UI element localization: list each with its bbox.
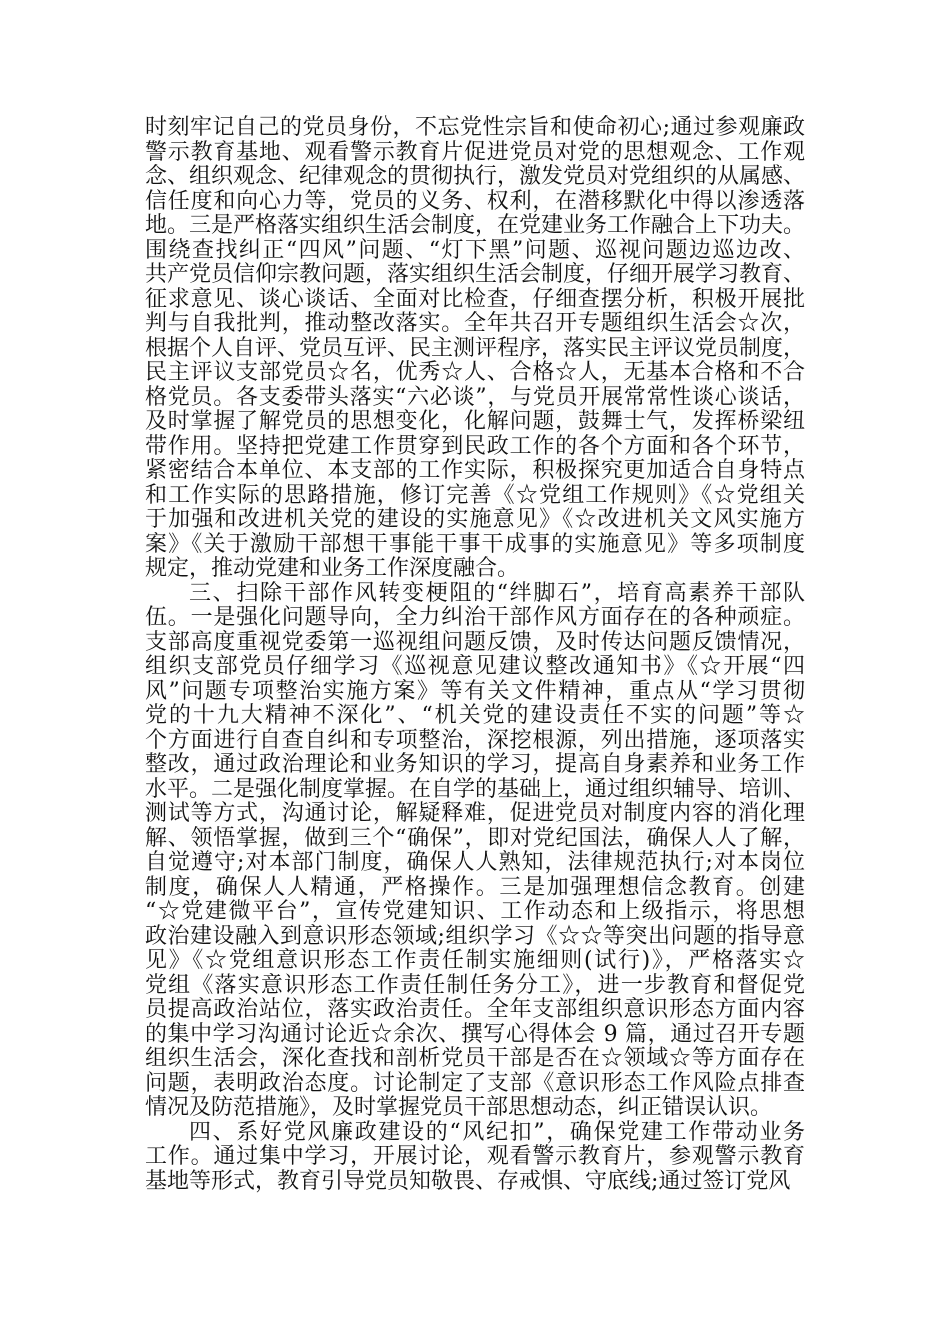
text-line: 于加强和改进机关党的建设的实施意见》《☆改进机关文风实施方 (145, 507, 805, 532)
text-line: 根据个人自评、党员互评、民主测评程序，落实民主评议党员制度， (145, 335, 806, 361)
text-line: 四、系好党风廉政建设的“风纪扣”，确保党建工作带动业务 (189, 1119, 805, 1145)
text-line: 格党员。各支委带头落实“六必谈”，与党员开展常常性谈心谈话， (145, 384, 805, 410)
text-line: 水平。二是强化制度掌握。在自学的基础上，通过组织辅导、培训、 (145, 776, 806, 802)
text-line: 员提高政治站位，落实政治责任。全年支部组织意识形态方面内容 (145, 997, 805, 1022)
text-line: 带作用。坚持把党建工作贯穿到民政工作的各个方面和各个环节， (145, 433, 805, 459)
text-line: 案》《关于激励干部想干事能干事干成事的实施意见》等多项制度 (145, 531, 805, 557)
text-line: 规定，推动党建和业务工作深度融合。 (145, 556, 520, 581)
text-line: 见》《☆党组意识形态工作责任制实施细则(试行)》，严格落实☆ (145, 948, 805, 973)
text-line: 时刻牢记自己的党员身份，不忘党性宗旨和使命初心;通过参观廉政 (145, 115, 805, 140)
text-line: 伍。一是强化问题导向，全力纠治干部作风方面存在的各种顽症。 (145, 605, 805, 630)
text-line: 问题，表明政治态度。讨论制定了支部《意识形态工作风险点排查 (145, 1070, 805, 1096)
document-body (145, 116, 805, 1194)
text-line: 政治建设融入到意识形态领域;组织学习《☆☆等突出问题的指导意 (145, 923, 805, 949)
text-line: 共产党员信仰宗教问题，落实组织生活会制度，仔细开展学习教育、 (145, 262, 806, 287)
text-line: 信任度和向心力等，党员的义务、权利，在潜移默化中得以渗透落 (145, 188, 805, 214)
text-line: 组织生活会，深化查找和剖析党员干部是否在☆领域☆等方面存在 (145, 1046, 805, 1071)
text-line: 围绕查找纠正“四风”问题、“灯下黑”问题、巡视问题边巡边改、 (145, 237, 805, 263)
text-line: 民主评议支部党员☆名，优秀☆人、合格☆人，无基本合格和不合 (145, 360, 805, 385)
text-line: 判与自我批判，推动整改落实。全年共召开专题组织生活会☆次， (145, 311, 805, 336)
text-line: 个方面进行自查自纠和专项整治，深挖根源，列出措施，逐项落实 (145, 727, 805, 753)
text-line: 三、扫除干部作风转变梗阻的“绊脚石”，培育高素养干部队 (189, 580, 805, 606)
text-line: 和工作实际的思路措施，修订完善《☆党组工作规则》《☆党组关 (145, 482, 805, 508)
text-line: 警示教育基地、观看警示教育片促进党员对党的思想观念、工作观 (145, 139, 805, 165)
text-line: 念、组织观念、纪律观念的贯彻执行，激发党员对党组织的从属感、 (145, 164, 806, 189)
text-line: 组织支部党员仔细学习《巡视意见建议整改通知书》《☆开展“四 (145, 654, 805, 679)
text-line: 党的十九大精神不深化”、“机关党的建设责任不实的问题”等☆ (145, 703, 805, 728)
text-line: “☆党建微平台”，宣传党建知识、工作动态和上级指示，将思想 (145, 899, 805, 924)
text-line: 及时掌握了解党员的思想变化，化解问题，鼓舞士气，发挥桥梁纽 (145, 409, 805, 434)
text-line: 紧密结合本单位、本支部的工作实际，积极探究更加适合自身特点 (145, 458, 805, 483)
text-line: 自觉遵守;对本部门制度，确保人人熟知，法律规范执行;对本岗位 (145, 850, 805, 875)
text-line: 解、领悟掌握，做到三个“确保”，即对党纪国法，确保人人了解， (145, 825, 805, 851)
text-line: 支部高度重视党委第一巡视组问题反馈，及时传达问题反馈情况， (145, 629, 805, 655)
text-line: 地。三是严格落实组织生活会制度，在党建业务工作融合上下功夫。 (145, 213, 806, 238)
text-line: 测试等方式，沟通讨论，解疑释难，促进党员对制度内容的消化理 (145, 801, 805, 826)
text-line: 征求意见、谈心谈话、全面对比检查，仔细查摆分析，积极开展批 (145, 286, 805, 312)
text-line: 的集中学习沟通讨论近☆余次、撰写心得体会 9 篇，通过召开专题 (145, 1021, 805, 1047)
text-line: 整改，通过政治理论和业务知识的学习，提高自身素养和业务工作 (145, 752, 805, 777)
text-line: 工作。通过集中学习，开展讨论，观看警示教育片，参观警示教育 (145, 1144, 805, 1169)
text-line: 党组《落实意识形态工作责任制任务分工》，进一步教育和督促党 (145, 972, 805, 998)
text-line: 制度，确保人人精通，严格操作。三是加强理想信念教育。创建 (145, 874, 805, 900)
text-line: 基地等形式，教育引导党员知敬畏、存戒惧、守底线;通过签订党风 (145, 1168, 791, 1194)
text-line: 情况及防范措施》，及时掌握党员干部思想动态，纠正错误认识。 (145, 1095, 773, 1120)
text-line: 风”问题专项整治实施方案》等有关文件精神，重点从“学习贯彻 (145, 678, 805, 704)
